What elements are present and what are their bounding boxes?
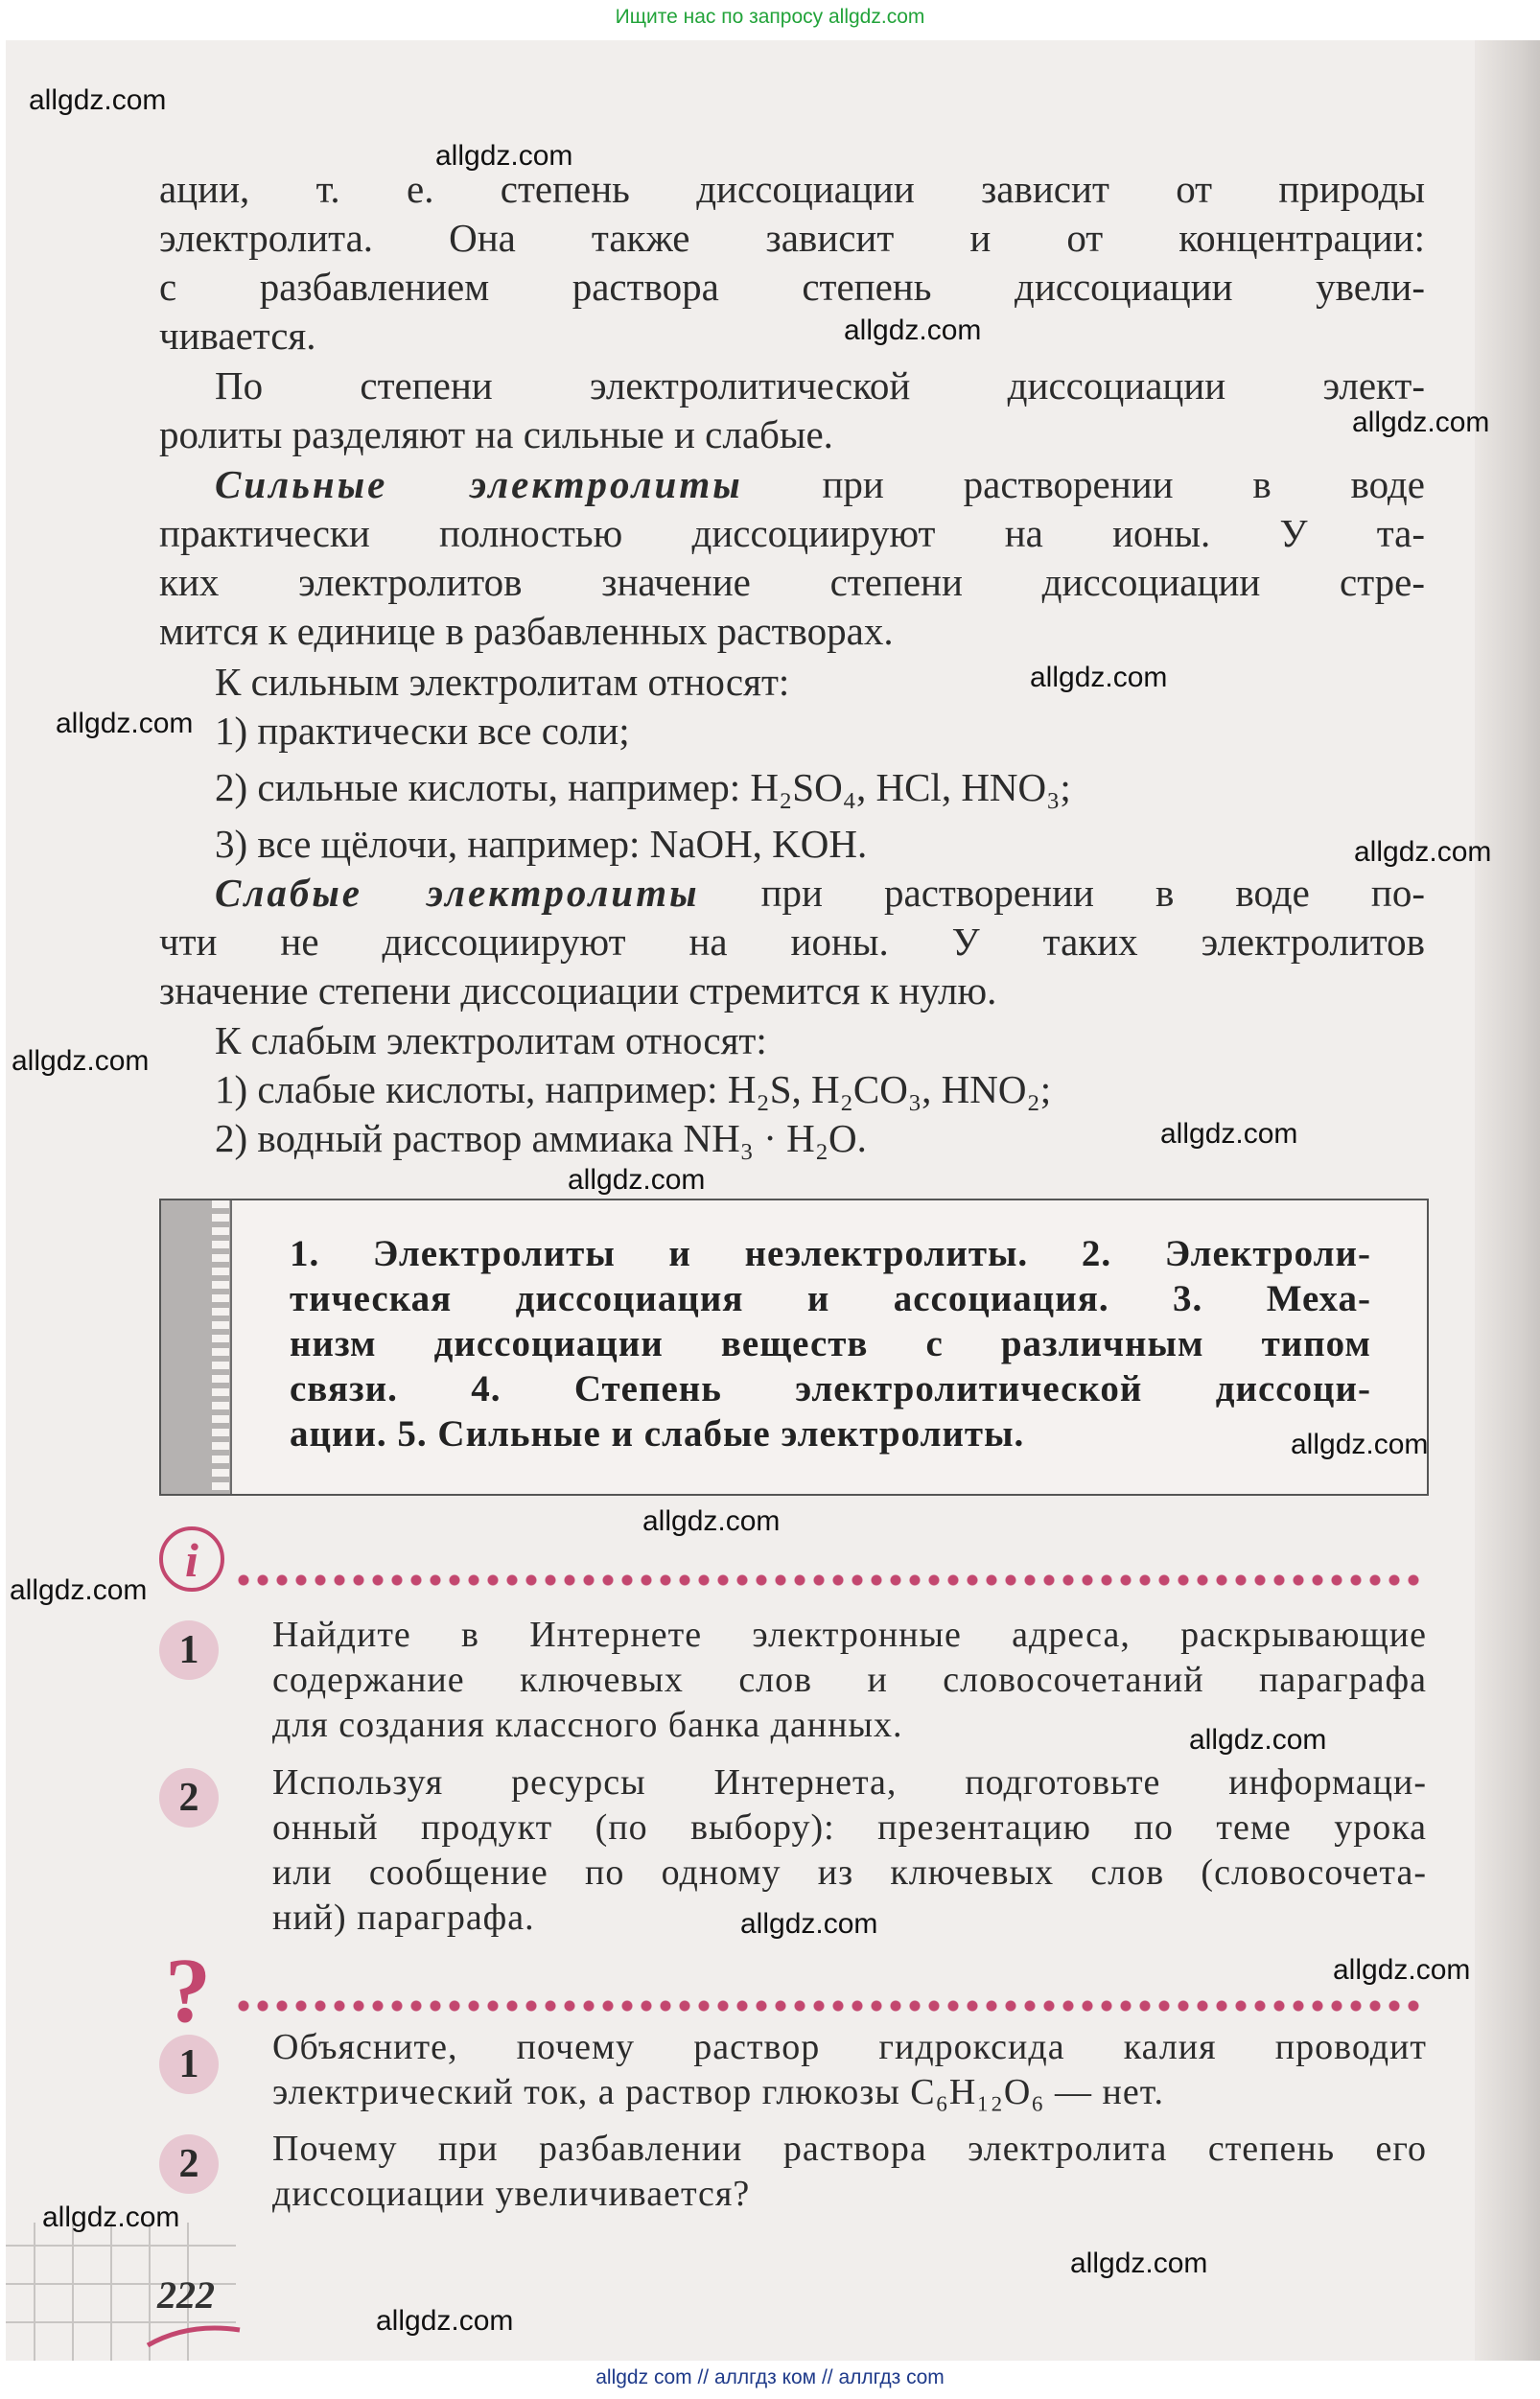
paragraph-degree	[159, 165, 1425, 361]
question-1	[272, 2025, 1427, 2115]
section-divider	[234, 1998, 1427, 2014]
text-line: электролита. Она также зависит и от концентрации:	[159, 216, 1425, 260]
key-words-strip	[161, 1200, 232, 1494]
watermark: allgdz.com	[1291, 1429, 1429, 1460]
text-line: с разбавлением раствора степень диссоциации увели-	[159, 265, 1425, 309]
chemical-formula: NH₃ · H₂O.	[683, 1116, 867, 1160]
list-item	[159, 763, 1425, 812]
text-line: Почему при разбавлении раствора электролита степень его	[272, 2129, 1427, 2169]
watermark: allgdz.com	[1070, 2248, 1208, 2279]
info-icon	[159, 1525, 228, 1594]
text-line: содержание ключевых слов и словосочетаний параграфа	[272, 1660, 1427, 1700]
watermark: allgdz.com	[844, 314, 982, 346]
perforated-edge-icon	[161, 1200, 230, 1494]
watermark: allgdz.com	[10, 1574, 148, 1606]
text-line: Найдите в Интернете электронные адреса, раскрывающие	[272, 1615, 1427, 1655]
watermark: allgdz.com	[376, 2305, 514, 2337]
text-line	[272, 2070, 1427, 2115]
chemical-formula: H₂S, H₂CO₃, HNO₂;	[727, 1067, 1052, 1111]
key-words-line: ации. 5. Сильные и слабые электролиты.	[290, 1413, 1025, 1455]
question-number: 2	[159, 2134, 219, 2194]
top-banner[interactable]: Ищите нас по запросу allgdz.com	[615, 6, 925, 28]
text-fragment: при растворении в воде по-	[760, 871, 1425, 915]
chemical-formula: H₂SO₄, HCl, HNO₃;	[750, 765, 1071, 809]
list-item: 1) практически все соли;	[215, 709, 630, 753]
text-line: значение степени диссоциации стремится к нулю.	[159, 968, 997, 1013]
text-line	[159, 869, 1425, 918]
text-line: По степени электролитической диссоциации элект-	[215, 363, 1425, 408]
list-item	[159, 1065, 1425, 1114]
paragraph-classification	[159, 361, 1425, 459]
watermark: allgdz.com	[56, 708, 194, 739]
key-words-line: низм диссоциации веществ с различным типом	[290, 1323, 1371, 1364]
text-line: чивается.	[159, 314, 316, 358]
svg-text:i: i	[185, 1533, 198, 1587]
watermark: allgdz.com	[1354, 836, 1492, 868]
term-strong-electrolytes: Сильные электролиты	[215, 462, 743, 506]
text-line: ролиты разделяют на сильные и слабые.	[159, 412, 833, 456]
list-item-text: 1) слабые кислоты, например:	[215, 1067, 718, 1111]
section-divider	[234, 1572, 1427, 1588]
question-number: 1	[159, 2035, 219, 2094]
text-fragment: электрический ток, а раствор глюкозы	[272, 2072, 900, 2112]
text-line: ации, т. е. степень диссоциации зависит от природы	[159, 167, 1425, 211]
key-words-line: связи. 4. Степень электролитической диссоци-	[290, 1368, 1371, 1409]
text-line: диссоциации увеличивается?	[272, 2174, 751, 2214]
page-edge-shadow	[1475, 40, 1540, 2361]
question-2	[272, 2127, 1427, 2217]
text-line: мится к единице в разбавленных растворах.	[159, 609, 894, 653]
watermark: allgdz.com	[12, 1045, 150, 1077]
text-line: чти не диссоциируют на ионы. У таких электролитов	[159, 920, 1425, 964]
watermark: allgdz.com	[435, 140, 573, 172]
task-number: 2	[159, 1768, 219, 1828]
task-number: 1	[159, 1620, 219, 1680]
watermark: allgdz.com	[1333, 1954, 1471, 1986]
question-icon	[161, 1946, 219, 2033]
svg-text:?: ?	[165, 1946, 211, 2033]
watermark: allgdz.com	[740, 1908, 878, 1940]
text-line: Используя ресурсы Интернета, подготовьте информаци-	[272, 1762, 1427, 1803]
key-words-list	[290, 1231, 1371, 1456]
text-line: онный продукт (по выбору): презентацию по теме урока	[272, 1807, 1427, 1848]
list-intro: К сильным электролитам относят:	[215, 660, 790, 704]
page-number: 222	[157, 2273, 215, 2317]
list-item-text: 2) водный раствор аммиака	[215, 1116, 674, 1160]
key-words-line: 1. Электролиты и неэлектролиты. 2. Электроли-	[290, 1233, 1371, 1274]
paragraph-strong	[159, 460, 1425, 656]
chemical-formula: C₆H₁₂O₆	[910, 2072, 1045, 2112]
watermark: allgdz.com	[568, 1164, 706, 1196]
watermark: allgdz.com	[29, 84, 167, 116]
text-fragment: — нет.	[1055, 2072, 1164, 2112]
watermark: allgdz.com	[42, 2201, 180, 2233]
list-intro: К слабым электролитам относят:	[215, 1018, 767, 1062]
list-item: 3) все щёлочи, например: NaOH, KOH.	[215, 822, 868, 866]
list-item-text: 2) сильные кислоты, например:	[215, 765, 741, 809]
watermark: allgdz.com	[1352, 407, 1490, 438]
text-line: или сообщение по одному из ключевых слов (словосочета-	[272, 1852, 1427, 1893]
bottom-banner[interactable]: allgdz com // аллгдз ком // аллгдз com	[595, 2366, 945, 2388]
key-words-line: тическая диссоциация и ассоциация. 3. Меха-	[290, 1278, 1371, 1319]
watermark: allgdz.com	[1189, 1724, 1327, 1756]
text-line	[159, 460, 1425, 509]
text-line: ний) параграфа.	[272, 1898, 535, 1938]
text-line: ких электролитов значение степени диссоциации стре-	[159, 560, 1425, 604]
key-words-box	[159, 1199, 1429, 1496]
watermark: allgdz.com	[1030, 662, 1168, 693]
watermark: allgdz.com	[1160, 1118, 1298, 1150]
term-weak-electrolytes: Слабые электролиты	[215, 871, 700, 915]
text-line: для создания классного банка данных.	[272, 1705, 903, 1745]
text-line: Объясните, почему раствор гидроксида калия проводит	[272, 2027, 1427, 2067]
strong-list	[159, 658, 1425, 869]
watermark: allgdz.com	[642, 1505, 781, 1537]
text-line: практически полностью диссоциируют на ионы. У та-	[159, 511, 1425, 555]
paragraph-weak	[159, 869, 1425, 1015]
text-fragment: при растворении в воде	[822, 462, 1425, 506]
